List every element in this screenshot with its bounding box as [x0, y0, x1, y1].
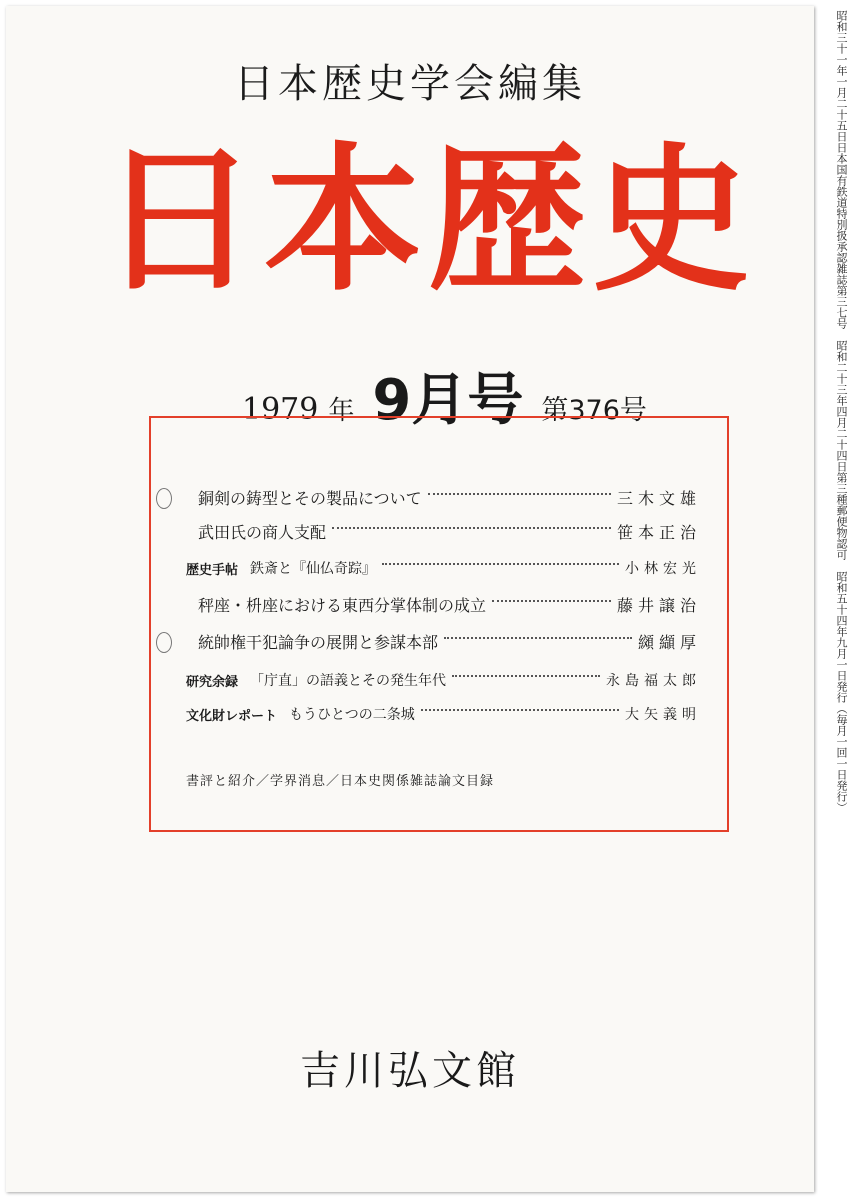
dot-leader	[332, 527, 611, 529]
dot-leader	[492, 600, 611, 602]
toc-item	[186, 593, 701, 616]
toc-item	[186, 558, 701, 578]
misc-sections: 書評と紹介／学界消息／日本史関係雑誌論文目録	[186, 774, 495, 789]
dot-leader	[444, 637, 632, 639]
toc-item-title: 統帥権干犯論争の展開と参謀本部	[198, 633, 439, 652]
toc-item-title: 鉄斎と『仙仏奇踪』	[250, 561, 377, 577]
toc-item	[186, 486, 701, 509]
toc-item-title: 武田氏の商人支配	[198, 523, 327, 542]
toc-item-prefix: 歴史手帖	[186, 562, 239, 578]
table-of-contents	[149, 416, 729, 832]
magazine-cover	[6, 6, 814, 1192]
toc-item-author: 大矢義明	[625, 707, 701, 723]
magazine-title: 日本歴史	[100, 129, 756, 313]
toc-item-title: もうひとつの二条城	[289, 707, 415, 723]
pencil-circle-mark-icon	[156, 488, 172, 509]
toc-item	[186, 630, 701, 653]
toc-item-prefix: 文化財レポート	[186, 708, 278, 724]
issue-year: 1979	[242, 392, 319, 427]
issue-number: 第376号	[541, 395, 647, 426]
toc-item	[186, 670, 701, 690]
toc-item-title: 「庁直」の語義とその発生年代	[250, 673, 447, 689]
dot-leader	[428, 493, 611, 495]
pencil-circle-mark-icon	[156, 632, 172, 653]
editor-credit: 日本歴史学会編集	[234, 61, 586, 107]
toc-item-title: 秤座・枡座における東西分掌体制の成立	[198, 596, 487, 615]
issue-month: 9月号	[372, 368, 524, 433]
dot-leader	[452, 675, 600, 677]
publisher-name: 吉川弘文館	[300, 1048, 520, 1094]
spine-strip	[818, 0, 863, 1200]
toc-item	[186, 520, 701, 543]
postal-registration-text: 昭和三十一年一月二十五日日本国有鉄道特別扱承認雑誌第三七号 昭和二十三年四月二十四日第三種郵便物認可 昭和五十四年九月一日発行（毎月一回一日発行）	[835, 10, 848, 813]
dot-leader	[421, 709, 619, 711]
toc-item-author: 纐纈厚	[637, 633, 701, 652]
toc-item-author: 三木文雄	[616, 489, 701, 508]
toc-item-author: 永島福太郎	[606, 673, 701, 689]
toc-item-author: 笹本正治	[616, 523, 701, 542]
dot-leader	[382, 563, 619, 565]
toc-item-author: 小林宏光	[625, 561, 701, 577]
toc-item-title: 銅剣の鋳型とその製品について	[198, 489, 422, 508]
issue-year-suffix: 年	[328, 396, 355, 426]
toc-item	[186, 704, 701, 724]
toc-item-prefix: 研究余録	[186, 674, 239, 690]
toc-item-author: 藤井譲治	[616, 596, 701, 615]
